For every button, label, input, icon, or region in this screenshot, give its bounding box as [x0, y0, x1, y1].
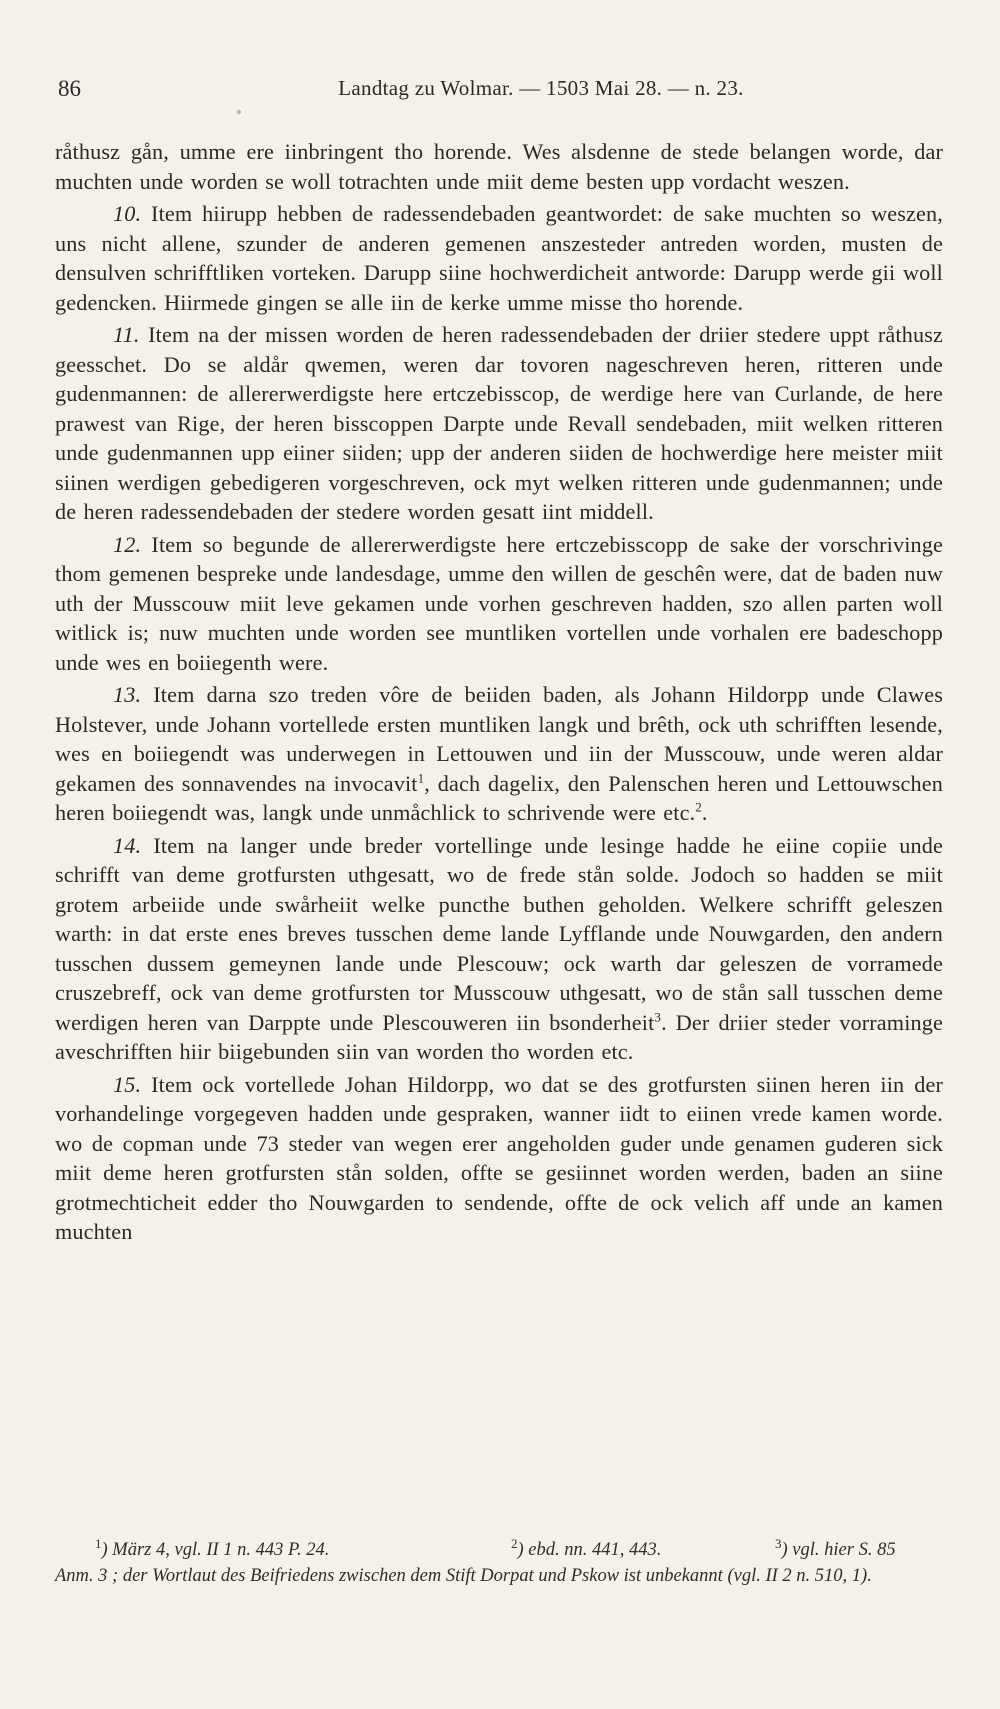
paragraph-number: 11. — [113, 322, 140, 347]
page-number: 86 — [58, 76, 81, 101]
footnote-mark: 2 — [511, 1535, 518, 1551]
paragraph-11 — [55, 320, 943, 527]
paragraph-text: , dach dagelix, den Palenschen heren und Lettouwschen heren boiiegendt was, langk unde unmåchlick to schrivende were etc. — [55, 770, 943, 825]
footnote-ref[interactable]: 1 — [417, 770, 425, 786]
paragraph-15 — [55, 1070, 943, 1247]
footnotes — [55, 1535, 943, 1589]
paragraph-number: 10. — [113, 201, 142, 226]
print-speck — [237, 110, 241, 114]
paragraph-text: Item na langer unde breder vortellinge unde lesinge hadde he eiine copiie unde schrifft van deme grotfursten uthgesatt, wo de frede stån solde. Jodoch so hadden se miit grotem arbeiide unde swårheiit welke puncthe buthen geholden. Welkere schrifft geleszen warth: in dat erste enes breves tusschen deme lande Lyfflande unde Nouwgarden, den andern tusschen dussem gemeynen lande unde Plescouw; ock warth dar geleszen de vorramede cruszebreff, ock van deme grotfursten tor Musscouw uthgesatt, wo de stån sall tusschen deme werdigen heren van Darppte unde Plescouweren iin bsonderheit — [55, 832, 943, 1035]
paragraph-number: 15. — [113, 1071, 142, 1097]
footnote-1: $^1$) März 4, vgl. II 1 n. 443 P. 24. — [95, 1535, 330, 1560]
paragraph-continuation — [55, 137, 943, 196]
paragraph-14 — [55, 831, 943, 1067]
page-header — [58, 76, 944, 106]
paragraph-number: 12. — [113, 531, 142, 557]
paragraph-text: Item darna szo treden vôre de beiiden baden, als Johann Hildorpp unde Clawes Holstever, unde Johann vortellede ersten muntliken langk und brêth, ock uth schrifften lesende, wes en boiiegendt was underwegen in Lettouwen und iin der Musscouw, unde weren aldar gekamen des sonnavendes na invocavit — [55, 682, 943, 796]
footnote-row — [55, 1535, 943, 1564]
footnote-text: März 4, vgl. II 1 n. 443 P. 24. — [112, 1540, 330, 1560]
footnote-ref[interactable]: 2 — [695, 799, 702, 815]
paragraph-text: . Der driier steder vorraminge aveschrifften hiir biigebunden siin van worden tho worden etc. — [55, 1009, 943, 1064]
paragraph-number: 14. — [113, 832, 142, 858]
paragraph-10 — [55, 199, 943, 317]
paragraph-text: råthusz gån, umme ere iinbringent tho horende. Wes alsdenne de stede belangen worde, dar muchten unde worden se woll totrachten unde miit deme besten upp vordacht weszen. — [55, 139, 943, 194]
footnote-3: $^3$) vgl. hier S. 85 — [775, 1535, 896, 1560]
running-head: Landtag zu Wolmar. — 1503 Mai 28. — n. 23. — [338, 76, 744, 100]
paragraph-text: Item ock vortellede Johan Hildorpp, wo dat se des grotfursten siinen heren iin der vorhandelinge vorgegeven hadden unde gespraken, wanner iidt to eiinen vrede kamen worde. wo de copman unde 73 steder van wegen erer angeholden guder unde genamen guderen sick miit deme heren grotfursten stån solden, offte se gesiinnet worden werden, baden an siine grotmechticheit edder tho Nouwgarden to sendende, offte de ock velich aff unde an kamen muchten — [55, 1071, 943, 1244]
footnote-mark: 1 — [95, 1535, 102, 1551]
main-text — [55, 137, 943, 1247]
paragraph-13 — [55, 680, 943, 828]
paragraph-12 — [55, 530, 943, 678]
paragraph-number: 13. — [113, 682, 142, 707]
footnote-annotation: Anm. 3 ; der Wortlaut des Beifriedens zwischen dem Stift Dorpat und Pskow ist unbekannt (vgl. II 2 n. 510, 1). — [55, 1566, 872, 1586]
footnote-ref[interactable]: 3 — [654, 1009, 662, 1025]
footnote-mark: 3 — [775, 1535, 782, 1551]
paragraph-text: Item hiirupp hebben de radessendebaden geantwordet: de sake muchten so weszen, uns nicht allene, szunder de anderen gemenen anszesteder antreden worden, musten de densulven schrifftliken vorteken. Darupp siine hochwerdicheit antworde: Darupp werde gii woll gedencken. Hiirmede gingen se alle iin de kerke umme misse tho horende. — [55, 201, 943, 315]
paragraph-text: Item so begunde de allererwerdigste here ertczebisscopp de sake der vorschrivinge thom gemenen bespreke unde landesdage, umme den willen de geschên were, dat de baden nuw uth der Musscouw miit leve gekamen unde vorhen geschreven hadden, szo allen parten woll witlick is; nuw muchten unde worden see muntliken vortellen unde vorhalen ere badeschopp unde wes en boiiegenth were. — [55, 531, 943, 675]
footnote-2: $^2$) ebd. nn. 441, 443. — [511, 1535, 662, 1560]
paragraph-text: . — [701, 800, 708, 825]
paragraph-text: Item na der missen worden de heren radessendebaden der driier stedere uppt råthusz geesschet. Do se aldår qwemen, weren dar tovoren nageschreven heren, ritteren unde gudenmannen: de allererwerdigste here ertczebisscop, de werdige here van Curlande, de here prawest van Rige, der heren bisscoppen Darpte unde Revall sendebaden, miit welken ritteren unde gudenmannen upp eiiner siiden; upp der anderen siiden de hochwerdige here meister miit siinen werdigen gebedigeren vorgeschreven, ock myt welken ritteren unde gudenmannen; unde de heren radessendebaden der stedere worden gesatt iint middell. — [55, 322, 943, 524]
footnote-text: vgl. hier S. 85 — [792, 1540, 896, 1560]
footnote-text: ebd. nn. 441, 443. — [528, 1540, 662, 1560]
